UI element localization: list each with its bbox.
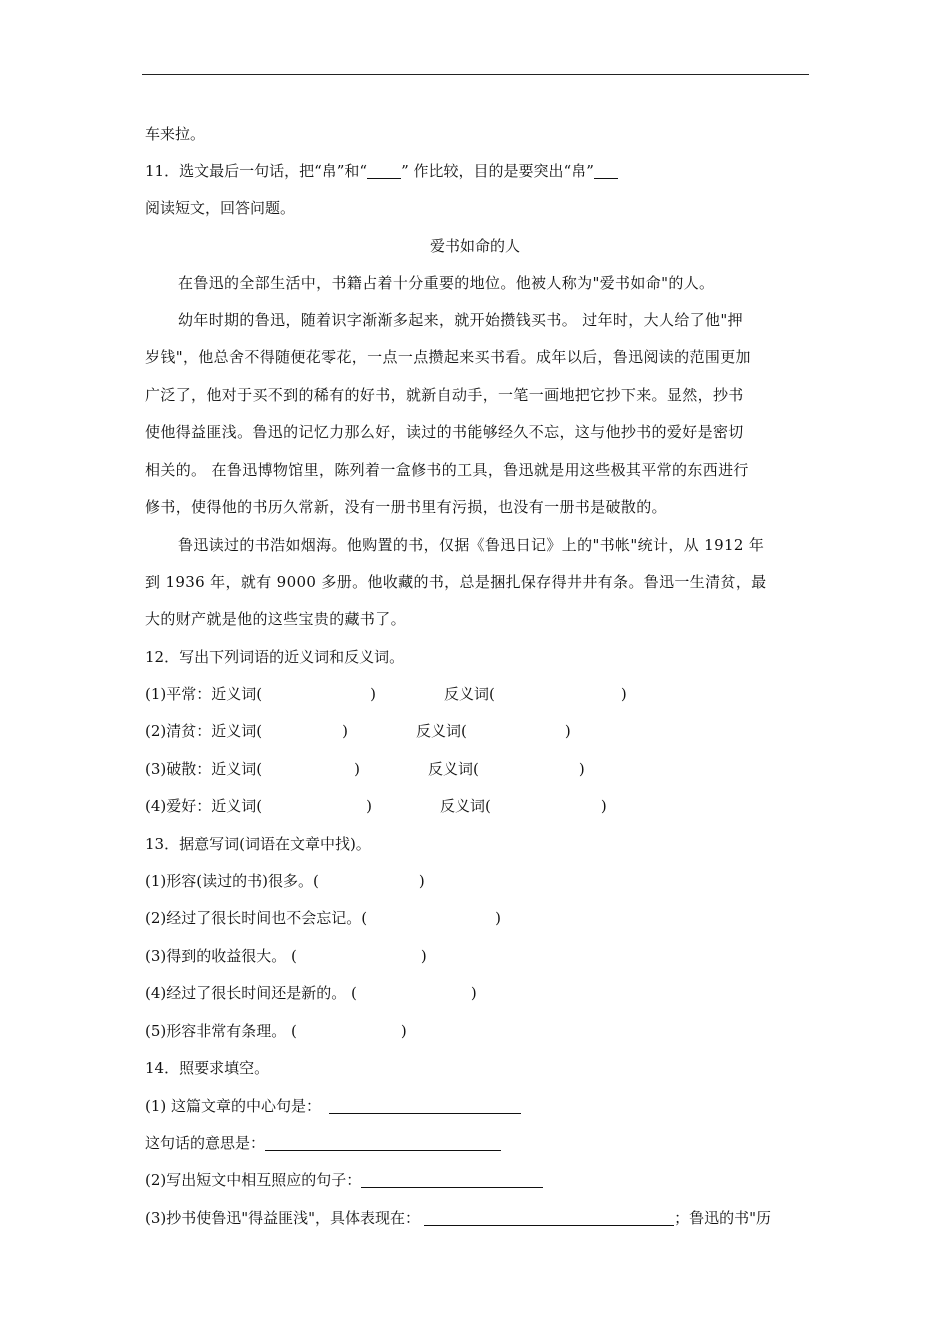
header-rule — [142, 74, 809, 75]
q11-prefix: 11．选文最后一句话，把“帛”和“ — [145, 162, 368, 180]
article-title: 爱书如命的人 — [429, 237, 520, 255]
q14-item-3: (3)抄书使鲁迅"得益匪浅"，具体表现在： ；鲁迅的书"历 — [145, 1209, 771, 1227]
q12-item-3: (3)破散：近义词( ) 反义词( ) — [145, 760, 585, 778]
q11-blank-1[interactable] — [367, 164, 401, 179]
article-line: 岁钱"，他总舍不得随便花零花，一点一点攒起来买书看。成年以后，鲁迅阅读的范围更加 — [145, 348, 751, 366]
continuation-text: 车来拉。 — [145, 125, 206, 143]
q11-blank-2[interactable] — [594, 164, 618, 179]
q12-item-1: (1)平常：近义词( ) 反义词( ) — [145, 685, 627, 703]
q14-item-1b: 这句话的意思是： — [145, 1133, 501, 1153]
article-line: 使他得益匪浅。鲁迅的记忆力那么好，读过的书能够经久不忘，这与他抄书的爱好是密切 — [145, 423, 744, 441]
q11-middle: ” 作比较，目的是要突出“帛” — [401, 162, 594, 180]
q14-3-answer-line[interactable] — [424, 1211, 674, 1226]
question-11 — [145, 161, 618, 181]
article-line: 到 1936 年，就有 9000 多册。他收藏的书，总是捆扎保存得井井有条。鲁迅一生清贫，最 — [145, 573, 767, 591]
q12-item-4: (4)爱好：近义词( ) 反义词( ) — [145, 797, 607, 815]
q13-item-3: (3)得到的收益很大。 ( ) — [145, 947, 427, 965]
q14-2-answer-line[interactable] — [361, 1173, 543, 1188]
article-line: 幼年时期的鲁迅，随着识字渐渐多起来，就开始攒钱买书。 过年时，大人给了他"押 — [178, 311, 743, 329]
q12-item-2: (2)清贫：近义词( ) 反义词( ) — [145, 722, 571, 740]
q13-item-1: (1)形容(读过的书)很多。( ) — [145, 872, 425, 890]
question-13-title: 13．据意写词(词语在文章中找)。 — [145, 835, 371, 853]
q14-1-answer-line[interactable] — [329, 1099, 521, 1114]
article-line: 相关的。 在鲁迅博物馆里，陈列着一盒修书的工具，鲁迅就是用这些极其平常的东西进行 — [145, 461, 749, 479]
question-12-title: 12．写出下列词语的近义词和反义词。 — [145, 648, 405, 666]
q14-1b-answer-line[interactable] — [265, 1136, 501, 1151]
reading-instruction: 阅读短文，回答问题。 — [145, 199, 296, 217]
q13-item-4: (4)经过了很长时间还是新的。 ( ) — [145, 984, 477, 1002]
q14-item-1: (1) 这篇文章的中心句是： — [145, 1096, 521, 1116]
q13-item-2: (2)经过了很长时间也不会忘记。( ) — [145, 909, 501, 927]
article-line: 大的财产就是他的这些宝贵的藏书了。 — [145, 610, 406, 628]
article-line: 在鲁迅的全部生活中，书籍占着十分重要的地位。他被人称为"爱书如命"的人。 — [178, 274, 715, 292]
article-line: 鲁迅读过的书浩如烟海。他购置的书，仅据《鲁迅日记》上的"书帐"统计，从 1912 年 — [178, 536, 765, 554]
q14-item-2: (2)写出短文中相互照应的句子： — [145, 1170, 543, 1190]
article-line: 广泛了，他对于买不到的稀有的好书，就新自动手，一笔一画地把它抄下来。显然，抄书 — [145, 386, 744, 404]
article-line: 修书，使得他的书历久常新，没有一册书里有污损，也没有一册书是破散的。 — [145, 498, 667, 516]
question-14-title: 14．照要求填空。 — [145, 1059, 270, 1077]
q13-item-5: (5)形容非常有条理。 ( ) — [145, 1022, 407, 1040]
